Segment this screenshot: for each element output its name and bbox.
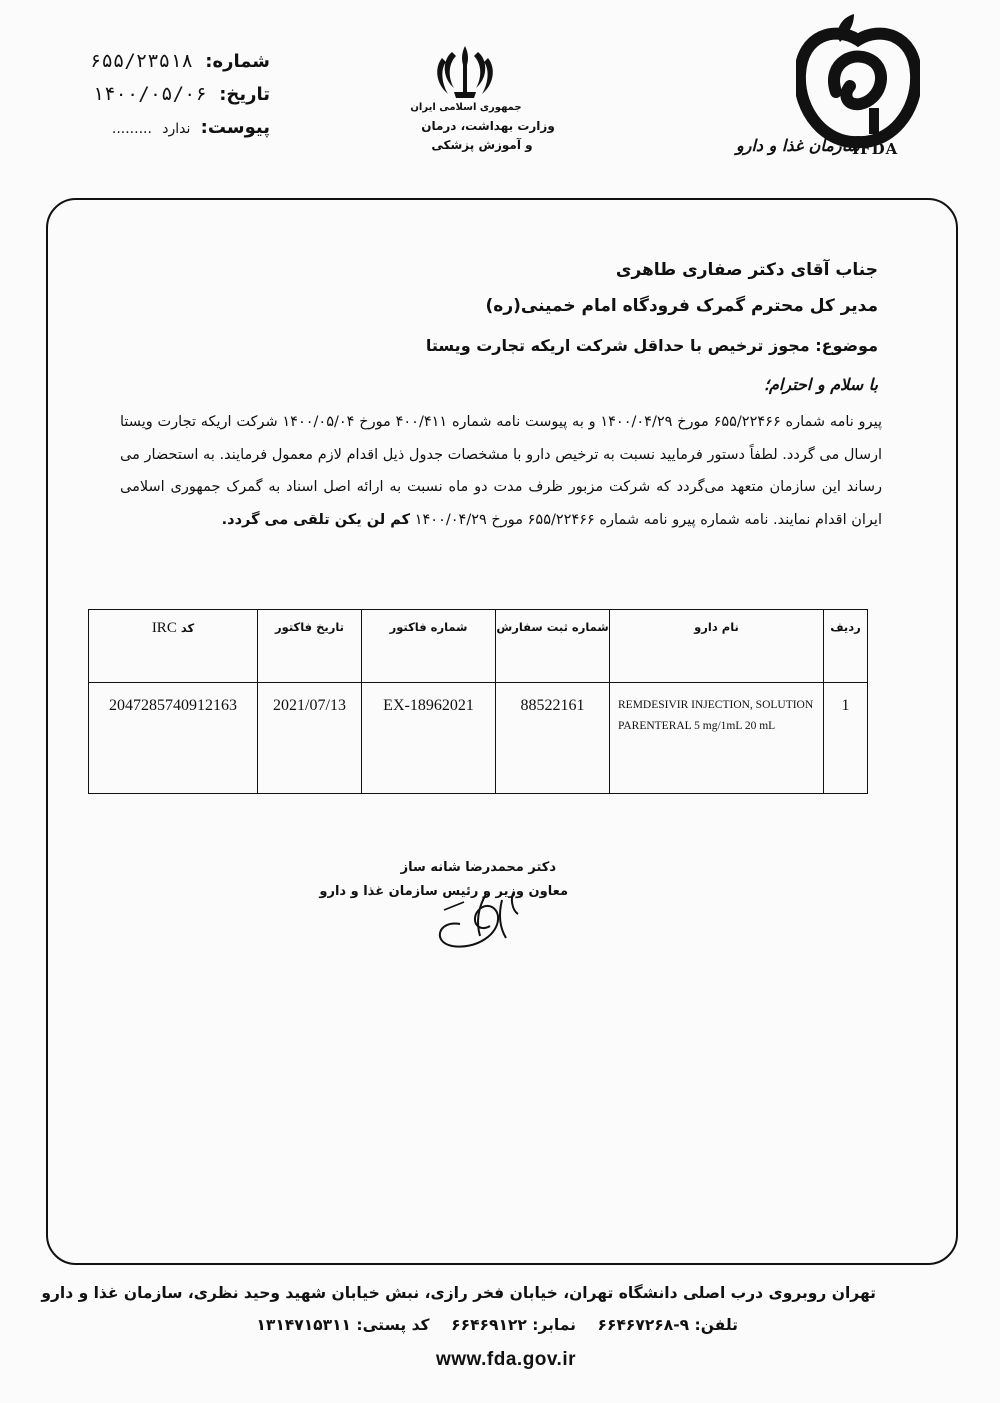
- col-header-invoice-date: تاریخ فاکتور: [258, 610, 362, 683]
- col-header-drug-name: نام دارو: [610, 610, 824, 683]
- table-header-row: [89, 610, 868, 683]
- attachment-value: ندارد: [162, 121, 191, 137]
- cell-irc-code: 2047285740912163: [89, 683, 258, 794]
- cell-row-no: 1: [824, 683, 868, 794]
- cell-invoice-date: 2021/07/13: [258, 683, 362, 794]
- col-header-invoice-no: شماره فاکتور: [362, 610, 496, 683]
- fda-abbreviation: IFDA: [852, 140, 899, 158]
- letter-body-text: پیرو نامه شماره ۶۵۵/۲۲۴۶۶ مورخ ۱۴۰۰/۰۴/۲۹ و به پیوست نامه شماره ۴۰۰/۴۱۱ مورخ ۱۴۰۰/۰۵/۰۴ شرکت اریکه تجارت ویستا ارسال می گردد. لطفاً دستور فرمایید نسبت به ترخیص دارو با مشخصات جدول ذیل اقدام لازم معمول فرمایند. به استحضار می رساند این سازمان متعهد می‌گردد که شرکت مزبور ظرف مدت دو ماه نسبت به ارائه اصل اسناد به گمرک جمهوری اسلامی ایران اقدام نمایند. نامه شماره پیرو نامه شماره ۶۵۵/۲۲۴۶۶ مورخ ۱۴۰۰/۰۴/۲۹: [120, 414, 882, 528]
- signatory-title: معاون وزیر و رئیس سازمان غذا و دارو: [319, 884, 568, 899]
- letter-date-label: تاریخ:: [219, 84, 270, 105]
- footer-address: تهران روبروی درب اصلی دانشگاه تهران، خیابان فخر رازی، نبش خیابان شهید وحید نظری، سازمان غذا و دارو: [41, 1284, 876, 1302]
- drug-table: [88, 609, 868, 794]
- emblem-caption: [390, 98, 560, 155]
- table-row: [89, 683, 868, 794]
- fda-caption: سازمان غذا و دارو: [736, 136, 860, 155]
- letter-body: [120, 406, 882, 536]
- cell-invoice-no: EX-18962021: [362, 683, 496, 794]
- cell-drug-name: REMDESIVIR INJECTION, SOLUTION PARENTERAL 5 mg/1mL 20 mL: [610, 683, 824, 794]
- attachment-dots: .........: [111, 121, 152, 137]
- addressee-name: جناب آقای دکتر صفاری طاهری: [615, 260, 878, 280]
- col-header-order-reg-no: شماره ثبت سفارش: [496, 610, 610, 683]
- attachment-label: پیوست:: [200, 117, 270, 138]
- letter-body-bold-tail: کم لن یکن تلقی می گردد.: [221, 511, 411, 528]
- attachment-row: [112, 117, 270, 138]
- letter-date-value: ۱۴۰۰/۰۵/۰۶: [92, 83, 207, 105]
- emblem-line-ministry: وزارت بهداشت، درمان: [421, 119, 555, 133]
- iran-emblem-icon: [434, 44, 496, 100]
- footer-website: www.fda.gov.ir: [436, 1349, 577, 1370]
- cell-order-reg-no: 88522161: [496, 683, 610, 794]
- letter-date-row: [93, 83, 270, 105]
- col-header-irc-prefix: کد: [180, 621, 195, 635]
- addressee-title: مدیر کل محترم گمرک فرودگاه امام خمینی(ره): [485, 296, 878, 316]
- letter-subject: موضوع: مجوز ترخیص با حداقل شرکت اریکه تجارت ویستا: [425, 336, 878, 355]
- letter-greeting: با سلام و احترام؛: [763, 375, 878, 394]
- col-header-irc: [89, 610, 258, 683]
- letter-number-label: شماره:: [205, 51, 270, 72]
- signatory-name: دکتر محمدرضا شانه ساز: [400, 860, 556, 875]
- letter-number-row: [90, 50, 270, 72]
- footer-contacts: تلفن: ۹-۶۶۴۶۷۲۶۸ نمابر: ۶۶۴۶۹۱۲۲ کد پستی: ۱۳۱۴۷۱۵۳۱۱: [256, 1316, 738, 1334]
- emblem-line-state: جمهوری اسلامی ایران: [410, 102, 522, 113]
- handwritten-signature: [420, 880, 540, 952]
- emblem-line-education: و آموزش پزشکی: [431, 138, 533, 152]
- fda-logo-icon: [796, 12, 920, 150]
- col-header-irc-label: IRC: [151, 620, 177, 636]
- letter-number-value: ۶۵۵/۲۳۵۱۸: [90, 50, 193, 72]
- col-header-row-no: ردیف: [824, 610, 868, 683]
